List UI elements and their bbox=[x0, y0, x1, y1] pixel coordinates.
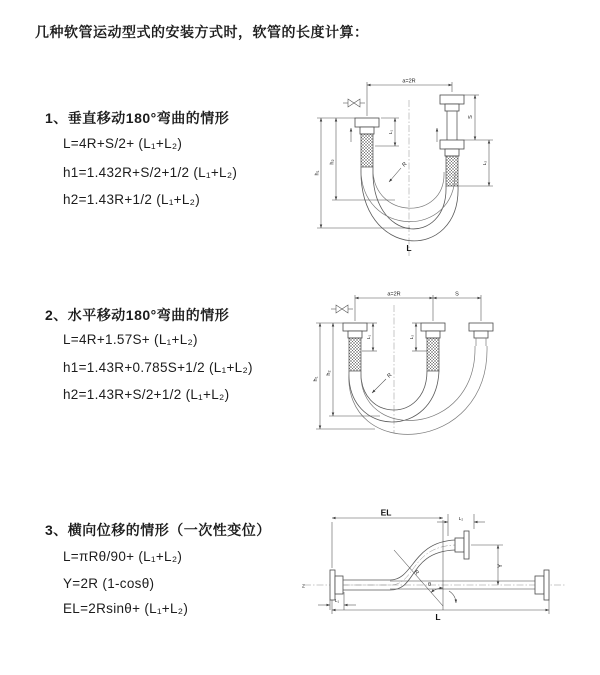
section2-formula-h2: h2=1.43R+S/2+1/2 (L₁+L₂) bbox=[63, 387, 230, 402]
right-flange-phantom bbox=[535, 570, 549, 600]
right-fitting-phantom bbox=[469, 323, 493, 346]
diagram-vertical-movement-ubend bbox=[303, 70, 553, 265]
section1-formula-h1: h1=1.432R+S/2+1/2 (L₁+L₂) bbox=[63, 165, 238, 180]
dim-label-r: R bbox=[401, 161, 409, 169]
hose-curve bbox=[361, 167, 458, 241]
hose-curve-alt bbox=[361, 346, 475, 421]
dim-label-l: L bbox=[406, 243, 412, 253]
dim-label-r: R bbox=[386, 372, 394, 380]
hose-curve bbox=[343, 540, 455, 580]
section1-heading: 1、垂直移动180°弯曲的情形 bbox=[45, 110, 230, 126]
dim-label-l1: L₁ bbox=[334, 599, 340, 604]
section3-heading: 3、横向位移的情形（一次性变位） bbox=[45, 522, 271, 538]
valve-icon bbox=[331, 305, 353, 313]
dim-label-a2r: a=2R bbox=[387, 291, 401, 298]
dim-label-s: S bbox=[468, 115, 474, 119]
dim-label-a2r: a=2R bbox=[402, 78, 416, 85]
dim-label-l2: L₂ bbox=[483, 160, 488, 166]
right-fitting bbox=[440, 95, 464, 186]
hose-centerline bbox=[343, 545, 455, 585]
dim-label-l1: L₁ bbox=[367, 334, 372, 340]
dim-label-h1: h₁ bbox=[314, 170, 321, 176]
page-title: 几种软管运动型式的安装方式时，软管的长度计算： bbox=[35, 24, 369, 40]
middle-fitting bbox=[421, 323, 445, 371]
section3-formula-EL: EL=2Rsinθ+ (L₁+L₂) bbox=[63, 601, 189, 616]
dim-label-l1: L₁ bbox=[389, 129, 394, 135]
dim-label-s: S bbox=[455, 291, 459, 298]
axis-mark-z: Z bbox=[302, 584, 305, 590]
left-flange bbox=[330, 570, 343, 600]
dim-label-el: EL bbox=[380, 507, 392, 518]
diagram-horizontal-movement-ubend bbox=[300, 283, 540, 463]
hose-curve-alt bbox=[361, 167, 455, 222]
valve-icon bbox=[343, 99, 365, 107]
dim-label-l: L bbox=[435, 612, 441, 622]
hose-curve-alt bbox=[349, 346, 487, 434]
left-fitting bbox=[355, 118, 379, 167]
dim-label-r: R bbox=[412, 569, 420, 577]
dim-label-l2: L₂ bbox=[410, 334, 415, 340]
dim-label-h2: h₂ bbox=[329, 159, 336, 165]
dim-label-h1: h₁ bbox=[313, 376, 319, 382]
section2-heading: 2、水平移动180°弯曲的情形 bbox=[45, 307, 230, 323]
section3-formula-L: L=πRθ/90+ (L₁+L₂) bbox=[63, 549, 183, 564]
left-fitting bbox=[343, 323, 367, 371]
dim-label-l2: L₂ bbox=[458, 517, 464, 522]
section2-formula-L: L=4R+1.57S+ (L₁+L₂) bbox=[63, 332, 198, 347]
dim-label-y: Y bbox=[497, 563, 504, 569]
hose-curve-alt bbox=[373, 167, 444, 208]
section1-formula-h2: h2=1.43R+1/2 (L₁+L₂) bbox=[63, 192, 201, 207]
displaced-flange bbox=[455, 531, 469, 559]
dim-label-h2: h₂ bbox=[326, 370, 332, 376]
dim-label-theta: θ bbox=[428, 582, 432, 588]
diagram-lateral-displacement bbox=[298, 500, 583, 660]
section3-formula-Y: Y=2R (1-cosθ) bbox=[63, 576, 155, 591]
section2-formula-h1: h1=1.43R+0.785S+1/2 (L₁+L₂) bbox=[63, 360, 253, 375]
radius-line bbox=[394, 550, 443, 606]
section1-formula-L: L=4R+S/2+ (L₁+L₂) bbox=[63, 136, 183, 151]
